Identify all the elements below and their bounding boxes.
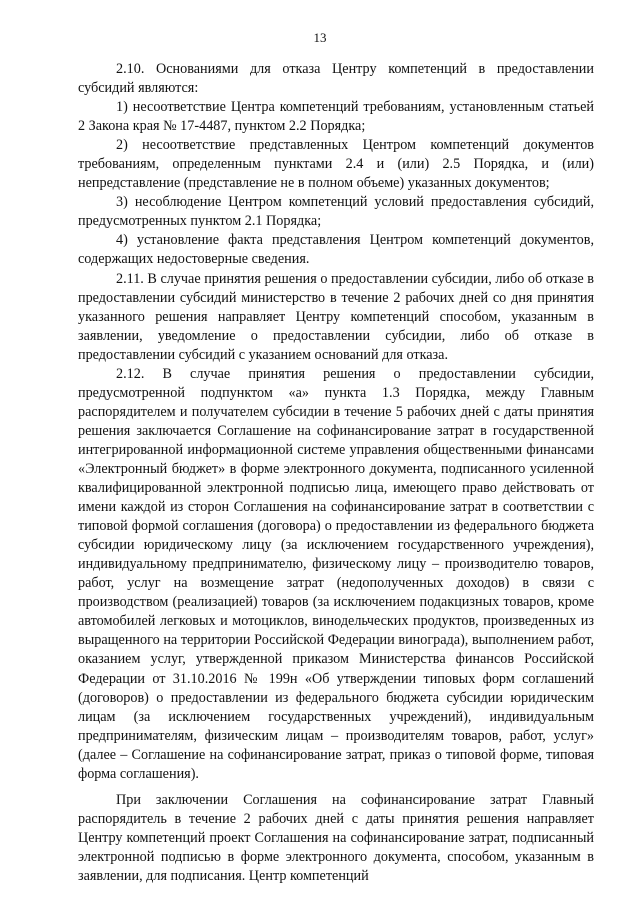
- paragraph-2-10: 2.10. Основаниями для отказа Центру компетенций в предоставлении субсидий являются:: [78, 61, 594, 97]
- page-number: 13: [313, 30, 327, 45]
- paragraph-agreement-procedure: При заключении Соглашения на софинансирование затрат Главный распорядитель в течение 2 рабочих дней с даты принятия решения направляет Центру компетенций проект Соглашения на софинансирование затрат, подписанный электронной подписью в форме электронного документа, способом, указанным в заявлении, для подписания. Центр компетенций: [78, 791, 594, 884]
- paragraph-2-12: 2.12. В случае принятия решения о предоставлении субсидии, предусмотренной подпунктом «а» пункта 1.3 Порядка, между Главным распорядителем и получателем субсидии в течение 5 рабочих дней с даты принятия решения заключается Соглашение на софинансирование затрат в государственной интегрированной информационной системе управления общественными финансами «Электронный бюджет» в форме электронного документа, подписанного усиленной квалифицированной электронной подписью лица, имеющего право действовать от имени каждой из сторон Соглашения на софинансирование затрат в соответствии с типовой формой соглашения (договора) о предоставлении из федерального бюджета субсидии юридическому лицу (за исключением государственного учреждения), индивидуальному предпринимателю, физическому лицу – производителю товаров, работ, услуг на возмещение затрат (недополученных доходов) в связи с производством (реализацией) товаров (за исключением подакцизных товаров, кроме автомобилей легковых и мотоциклов, винодельческих продуктов, произведенных из выращенного на территории Российской Федерации винограда), выполнением работ, оказанием услуг, утвержденной приказом Министерства финансов Российской Федерации от 31.10.2016 № 199н «Об утверждении типовых форм соглашений (договоров) о предоставлении из федерального бюджета субсидии юридическим лицам (за исключением государственных учреждений), индивидуальным предпринимателям, физическим лицам – производителям товаров, работ, услуг» (далее – Соглашение на софинансирование затрат, приказ о типовой форме, типовая форма соглашения).: [78, 365, 594, 782]
- list-item-4: 4) установление факта представления Центром компетенций документов, содержащих недостоверные сведения.: [78, 232, 594, 268]
- list-item-3: 3) несоблюдение Центром компетенций условий предоставления субсидий, предусмотренных пунктом 2.1 Порядка;: [78, 194, 594, 230]
- paragraph-2-11: 2.11. В случае принятия решения о предоставлении субсидии, либо об отказе в предоставлении субсидий министерство в течение 2 рабочих дней со дня принятия указанного решения направляет Центру компетенций способом, указанным в заявлении, уведомление о предоставлении субсидии, либо об отказе в предоставлении субсидий с указанием оснований для отказа.: [78, 270, 594, 363]
- list-item-2: 2) несоответствие представленных Центром компетенций документов требованиям, определенным пунктами 2.4 и (или) 2.5 Порядка, и (или) непредставление (представление не в полном объеме) указанных документов;: [78, 137, 594, 192]
- document-body: [78, 60, 594, 886]
- list-item-1: 1) несоответствие Центра компетенций требованиям, установленным статьей 2 Закона края № 17-4487, пунктом 2.2 Порядка;: [78, 99, 594, 135]
